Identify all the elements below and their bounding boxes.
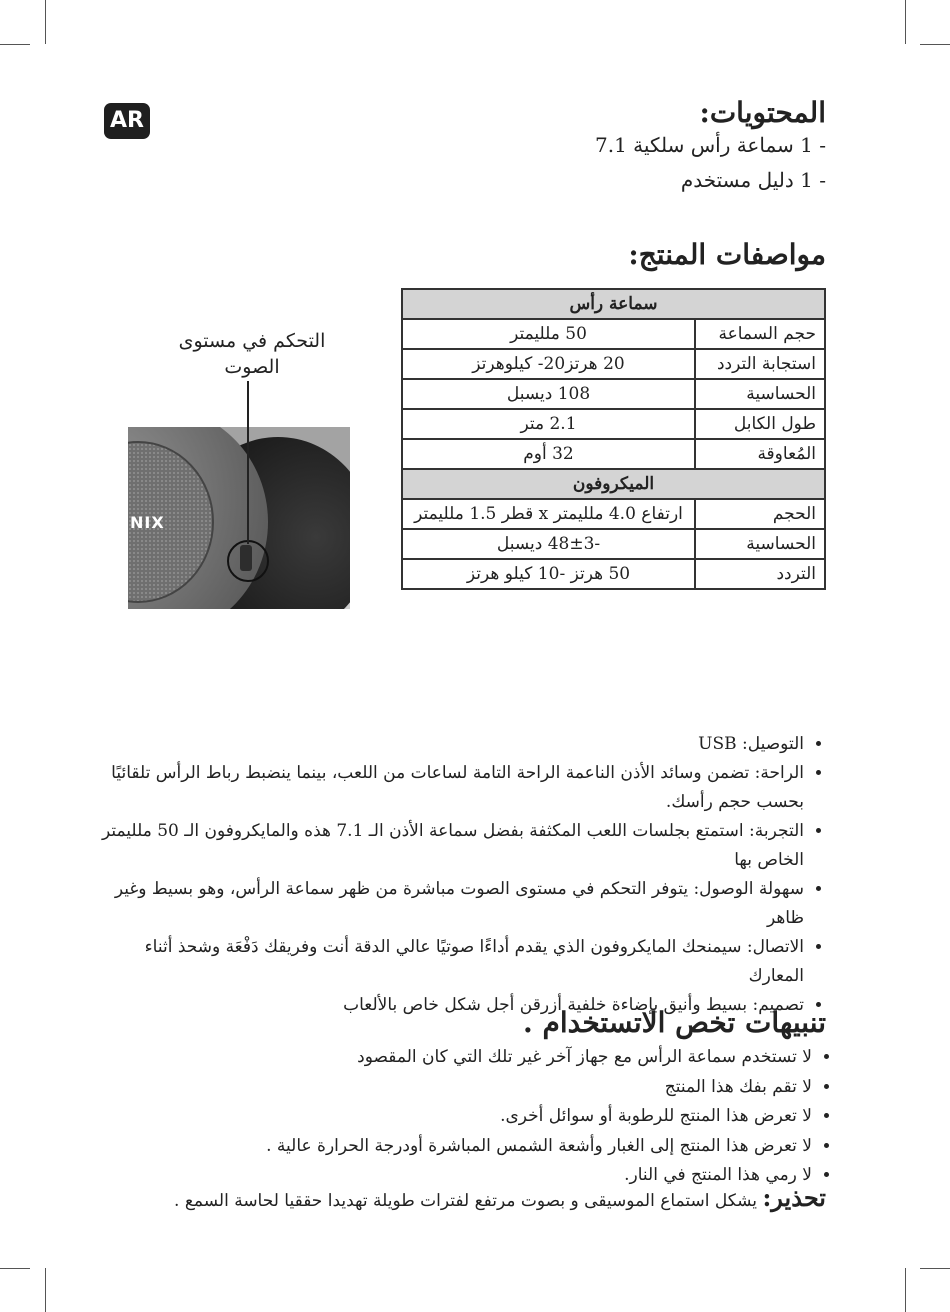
language-badge: AR	[104, 103, 150, 139]
contents-item: - 1 سماعة رأس سلكية 7.1	[595, 133, 826, 157]
spec-value: 50 ملليمتر	[402, 319, 695, 349]
table-section-row	[402, 469, 825, 499]
caution-note	[174, 1183, 826, 1212]
contents-item: - 1 دليل مستخدم	[680, 168, 826, 192]
crop-mark	[905, 0, 906, 44]
crop-mark	[0, 1268, 30, 1269]
list-item: • لا تعرض هذا المنتج إلى الغبار وأشعة الشمس المباشرة أودرجة الحرارة عالية .	[112, 1132, 812, 1162]
crop-mark	[0, 44, 30, 45]
features-list	[89, 730, 826, 1020]
spec-label: طول الكابل	[695, 409, 825, 439]
headphone-section-header: سماعة رأس	[402, 289, 825, 319]
list-item: • تصميم: بسيط وأنيق بإضاءة خلفية أزرقن أجل شكل خاص بالألعاب	[89, 991, 804, 1020]
list-item: • سهولة الوصول: يتوفر التحكم في مستوى الصوت مباشرة من ظهر سماعة الرأس، وهو بسيط وغير ظاهر	[89, 875, 804, 933]
list-item: • لا تعرض هذا المنتج للرطوبة أو سوائل أخرى.	[112, 1102, 812, 1132]
list-item: • لا تستخدم سماعة الرأس مع جهاز آخر غير تلك التي كان المقصود	[112, 1043, 812, 1073]
spec-value: 50 هرتز -10 كيلو هرتز	[402, 559, 695, 589]
list-item: • الراحة: تضمن وسائد الأذن الناعمة الراحة التامة لساعات من اللعب، بينما ينضبط رباط الرأس تلقائيًا بحسب حجم رأسك.	[89, 759, 804, 817]
table-row	[402, 349, 825, 379]
table-row	[402, 409, 825, 439]
spec-label: الحجم	[695, 499, 825, 529]
spec-label: التردد	[695, 559, 825, 589]
volume-control-callout	[172, 328, 332, 380]
spec-label: حجم السماعة	[695, 319, 825, 349]
spec-value: -48±3 ديسبل	[402, 529, 695, 559]
spec-value: 108 ديسبل	[402, 379, 695, 409]
callout-leader-line	[247, 381, 249, 544]
brand-logo-text: NIX	[130, 513, 165, 532]
crop-mark	[45, 0, 46, 44]
callout-line: التحكم في مستوى	[178, 330, 326, 352]
spec-value: 20 هرتز20- كيلوهرتز	[402, 349, 695, 379]
mic-section-header: الميكروفون	[402, 469, 825, 499]
list-item: • الاتصال: سيمنحك المايكروفون الذي يقدم أداءًا صوتيًا عالي الدقة أنت وفريقك دَفْعَة وشحذ أثناء المعارك	[89, 933, 804, 991]
crop-mark	[920, 44, 950, 45]
spec-value: 2.1 متر	[402, 409, 695, 439]
table-row	[402, 499, 825, 529]
crop-mark	[920, 1268, 950, 1269]
contents-title: المحتويات:	[699, 96, 826, 129]
table-section-row	[402, 289, 825, 319]
callout-line: الصوت	[224, 356, 280, 378]
spec-label: المُعاوقة	[695, 439, 825, 469]
warnings-list	[112, 1043, 826, 1191]
caution-text: يشكل استماع الموسيقى و بصوت مرتفع لفترات طويلة تهديدا حققيا لحاسة السمع .	[174, 1191, 758, 1211]
spec-value: 32 أوم	[402, 439, 695, 469]
spec-label: الحساسية	[695, 529, 825, 559]
table-row	[402, 379, 825, 409]
spec-label: الحساسية	[695, 379, 825, 409]
table-row	[402, 319, 825, 349]
specs-title: مواصفات المنتج:	[628, 238, 826, 271]
headset-photo	[128, 427, 350, 609]
table-row	[402, 559, 825, 589]
specs-table	[401, 288, 826, 590]
list-item: • لا رمي هذا المنتج في النار.	[112, 1161, 812, 1191]
warnings-title: تنبيهات تخص الاتستخدام .	[523, 1006, 826, 1039]
caution-label: تحذير:	[762, 1183, 826, 1212]
crop-mark	[45, 1268, 46, 1312]
list-item: • التوصيل: USB	[89, 730, 804, 759]
spec-label: استجابة التردد	[695, 349, 825, 379]
crop-mark	[905, 1268, 906, 1312]
list-item: • لا تقم بفك هذا المنتج	[112, 1073, 812, 1103]
spec-value: ارتفاع 4.0 ملليمتر x قطر 1.5 ملليمتر	[402, 499, 695, 529]
table-row	[402, 529, 825, 559]
list-item: • التجربة: استمتع بجلسات اللعب المكثفة بفضل سماعة الأذن الـ 7.1 هذه والمايكروفون الـ 50 ملليمتر الخاص بها	[89, 817, 804, 875]
table-row	[402, 439, 825, 469]
